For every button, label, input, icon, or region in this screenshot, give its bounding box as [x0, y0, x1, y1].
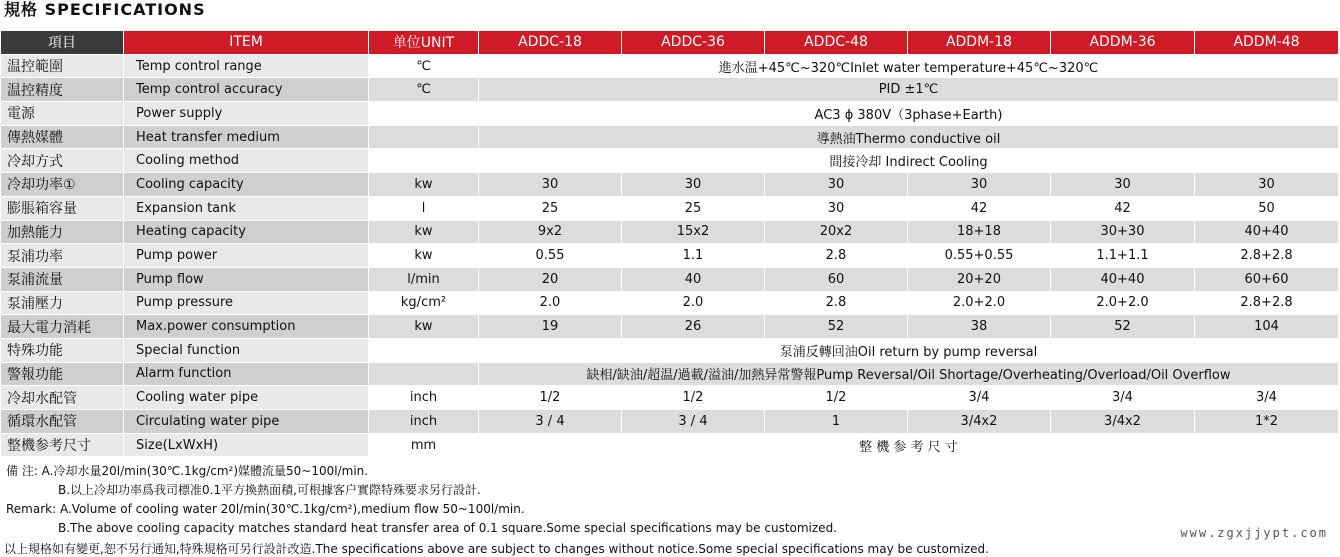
table-row — [1, 244, 1339, 268]
row-value: 1.1+1.1 — [1051, 244, 1195, 268]
footer-disclaimer: 以上規格如有變更,恕不另行通知,特殊規格可另行設計改造.The specifications above are subject to changes without notice.Some special specifications may be customized. — [4, 542, 989, 556]
row-span-value: 間接冷却 Indirect Cooling — [479, 149, 1339, 173]
row-label-en: Pump power — [124, 244, 369, 268]
row-value: 42 — [1051, 196, 1195, 220]
row-value: 1/2 — [765, 386, 908, 410]
row-unit: kw — [369, 220, 479, 244]
row-value: 3 / 4 — [479, 410, 622, 434]
table-row — [1, 386, 1339, 410]
row-label-cn: 傳熱媒體 — [1, 125, 124, 149]
table-row — [1, 410, 1339, 434]
header-item-cn: 項目 — [1, 31, 124, 55]
row-value: 2.8+2.8 — [1195, 291, 1339, 315]
row-value: 1.1 — [622, 244, 765, 268]
row-value: 52 — [765, 315, 908, 339]
row-value: 19 — [479, 315, 622, 339]
row-value: 30+30 — [1051, 220, 1195, 244]
row-value: 0.55 — [479, 244, 622, 268]
row-value: 3/4 — [1051, 386, 1195, 410]
row-value: 25 — [622, 196, 765, 220]
row-value: 30 — [765, 173, 908, 197]
row-value: 30 — [908, 173, 1051, 197]
row-unit — [369, 102, 479, 126]
row-label-en: Power supply — [124, 102, 369, 126]
row-label-cn: 泵浦流量 — [1, 267, 124, 291]
row-label-en: Temp control accuracy — [124, 78, 369, 102]
row-unit — [369, 362, 479, 386]
row-unit: inch — [369, 386, 479, 410]
row-label-cn: 冷却水配管 — [1, 386, 124, 410]
row-value: 2.0 — [622, 291, 765, 315]
note-line: B.The above cooling capacity matches standard heat transfer area of 0.1 square.Some special specifications may be customized. — [58, 521, 837, 535]
row-span-value: 泵浦反轉回油Oil return by pump reversal — [479, 338, 1339, 362]
header-row — [1, 31, 1339, 55]
header-unit: 单位UNIT — [369, 31, 479, 55]
row-value: 40+40 — [1051, 267, 1195, 291]
row-span-value: PID ±1℃ — [479, 78, 1339, 102]
row-unit: inch — [369, 410, 479, 434]
row-value: 2.8 — [765, 291, 908, 315]
row-label-en: Cooling capacity — [124, 173, 369, 197]
row-unit: l/min — [369, 267, 479, 291]
row-unit: kw — [369, 315, 479, 339]
row-label-cn: 泵浦功率 — [1, 244, 124, 268]
row-label-cn: 泵浦壓力 — [1, 291, 124, 315]
row-span-value: AC3 ϕ 380V（3phase+Earth) — [479, 102, 1339, 126]
table-row — [1, 149, 1339, 173]
row-label-cn: 循環水配管 — [1, 410, 124, 434]
row-label-en: Size(LxWxH) — [124, 433, 369, 457]
row-value: 1/2 — [622, 386, 765, 410]
row-value: 40 — [622, 267, 765, 291]
row-value: 1 — [765, 410, 908, 434]
row-value: 30 — [622, 173, 765, 197]
row-label-en: Circulating water pipe — [124, 410, 369, 434]
row-value: 2.0 — [479, 291, 622, 315]
row-value: 1/2 — [479, 386, 622, 410]
row-label-en: Heat transfer medium — [124, 125, 369, 149]
row-label-cn: 整機参考尺寸 — [1, 433, 124, 457]
header-model: ADDM-18 — [908, 31, 1051, 55]
row-unit: ℃ — [369, 54, 479, 78]
row-unit — [369, 149, 479, 173]
row-label-en: Cooling water pipe — [124, 386, 369, 410]
row-value: 26 — [622, 315, 765, 339]
row-label-cn: 温控範圍 — [1, 54, 124, 78]
page-title: 規格 SPECIFICATIONS — [4, 0, 206, 19]
row-label-cn: 最大電力消耗 — [1, 315, 124, 339]
table-row — [1, 315, 1339, 339]
row-label-en: Temp control range — [124, 54, 369, 78]
row-value: 2.8+2.8 — [1195, 244, 1339, 268]
row-label-en: Pump pressure — [124, 291, 369, 315]
row-label-en: Expansion tank — [124, 196, 369, 220]
row-value: 52 — [1051, 315, 1195, 339]
row-value: 20x2 — [765, 220, 908, 244]
row-label-cn: 特殊功能 — [1, 338, 124, 362]
row-unit — [369, 338, 479, 362]
spec-table-body — [1, 54, 1339, 457]
row-value: 42 — [908, 196, 1051, 220]
row-value: 30 — [1051, 173, 1195, 197]
header-item-en: ITEM — [124, 31, 369, 55]
row-label-cn: 冷却方式 — [1, 149, 124, 173]
row-value: 38 — [908, 315, 1051, 339]
row-value: 60+60 — [1195, 267, 1339, 291]
table-row — [1, 78, 1339, 102]
row-value: 3/4 — [908, 386, 1051, 410]
table-row — [1, 267, 1339, 291]
row-value: 3/4x2 — [908, 410, 1051, 434]
row-value: 9x2 — [479, 220, 622, 244]
row-label-cn: 加熱能力 — [1, 220, 124, 244]
row-label-en: Heating capacity — [124, 220, 369, 244]
row-label-en: Special function — [124, 338, 369, 362]
row-value: 2.0+2.0 — [1051, 291, 1195, 315]
note-line: 備 注: A.冷却水量20l/min(30℃.1kg/cm²)媒體流量50~100l/min. — [6, 464, 369, 478]
table-row — [1, 362, 1339, 386]
table-row — [1, 220, 1339, 244]
header-model: ADDM-48 — [1195, 31, 1339, 55]
row-label-en: Alarm function — [124, 362, 369, 386]
table-row — [1, 125, 1339, 149]
row-unit: ℃ — [369, 78, 479, 102]
note-line: Remark: A.Volume of cooling water 20l/min(30℃.1kg/cm²),medium flow 50~100l/min. — [6, 502, 525, 516]
row-value: 1*2 — [1195, 410, 1339, 434]
notes — [6, 462, 837, 538]
row-span-value: 進水温+45℃~320℃Inlet water temperature+45℃~320℃ — [479, 54, 1339, 78]
table-row — [1, 54, 1339, 78]
row-label-en: Cooling method — [124, 149, 369, 173]
row-label-cn: 膨脹箱容量 — [1, 196, 124, 220]
watermark: www.zgxjjypt.com — [1180, 526, 1328, 540]
header-model: ADDC-36 — [622, 31, 765, 55]
row-value: 104 — [1195, 315, 1339, 339]
row-value: 30 — [765, 196, 908, 220]
row-value: 30 — [1195, 173, 1339, 197]
row-value: 18+18 — [908, 220, 1051, 244]
header-model: ADDM-36 — [1051, 31, 1195, 55]
row-label-en: Max.power consumption — [124, 315, 369, 339]
row-span-value: 缺相/缺油/超温/過載/溢油/加熱异常警報Pump Reversal/Oil Shortage/Overheating/Overload/Oil Overflow — [479, 362, 1339, 386]
row-span-value: 整 機 参 考 尺 寸 — [479, 433, 1339, 457]
row-value: 3/4x2 — [1051, 410, 1195, 434]
note-line: B.以上冷却功率爲我司標准0.1平方換熱面積,可根據客户實際特殊要求另行設計. — [58, 483, 481, 497]
row-unit: kw — [369, 173, 479, 197]
row-value: 3/4 — [1195, 386, 1339, 410]
table-row — [1, 102, 1339, 126]
row-unit: kg/cm² — [369, 291, 479, 315]
row-value: 40+40 — [1195, 220, 1339, 244]
row-value: 20 — [479, 267, 622, 291]
row-label-cn: 電源 — [1, 102, 124, 126]
row-label-cn: 警報功能 — [1, 362, 124, 386]
row-value: 15x2 — [622, 220, 765, 244]
row-value: 2.0+2.0 — [908, 291, 1051, 315]
table-row — [1, 173, 1339, 197]
row-value: 25 — [479, 196, 622, 220]
header-model: ADDC-18 — [479, 31, 622, 55]
row-unit: l — [369, 196, 479, 220]
row-label-cn: 温控精度 — [1, 78, 124, 102]
row-value: 20+20 — [908, 267, 1051, 291]
row-label-en: Pump flow — [124, 267, 369, 291]
spec-table — [0, 30, 1339, 457]
table-row — [1, 338, 1339, 362]
row-unit: kw — [369, 244, 479, 268]
row-value: 3 / 4 — [622, 410, 765, 434]
row-value: 60 — [765, 267, 908, 291]
row-span-value: 導熱油Thermo conductive oil — [479, 125, 1339, 149]
table-row — [1, 433, 1339, 457]
row-value: 30 — [479, 173, 622, 197]
row-unit — [369, 125, 479, 149]
row-unit: mm — [369, 433, 479, 457]
table-row — [1, 196, 1339, 220]
row-label-cn: 冷却功率① — [1, 173, 124, 197]
row-value: 0.55+0.55 — [908, 244, 1051, 268]
header-model: ADDC-48 — [765, 31, 908, 55]
table-row — [1, 291, 1339, 315]
row-value: 50 — [1195, 196, 1339, 220]
row-value: 2.8 — [765, 244, 908, 268]
